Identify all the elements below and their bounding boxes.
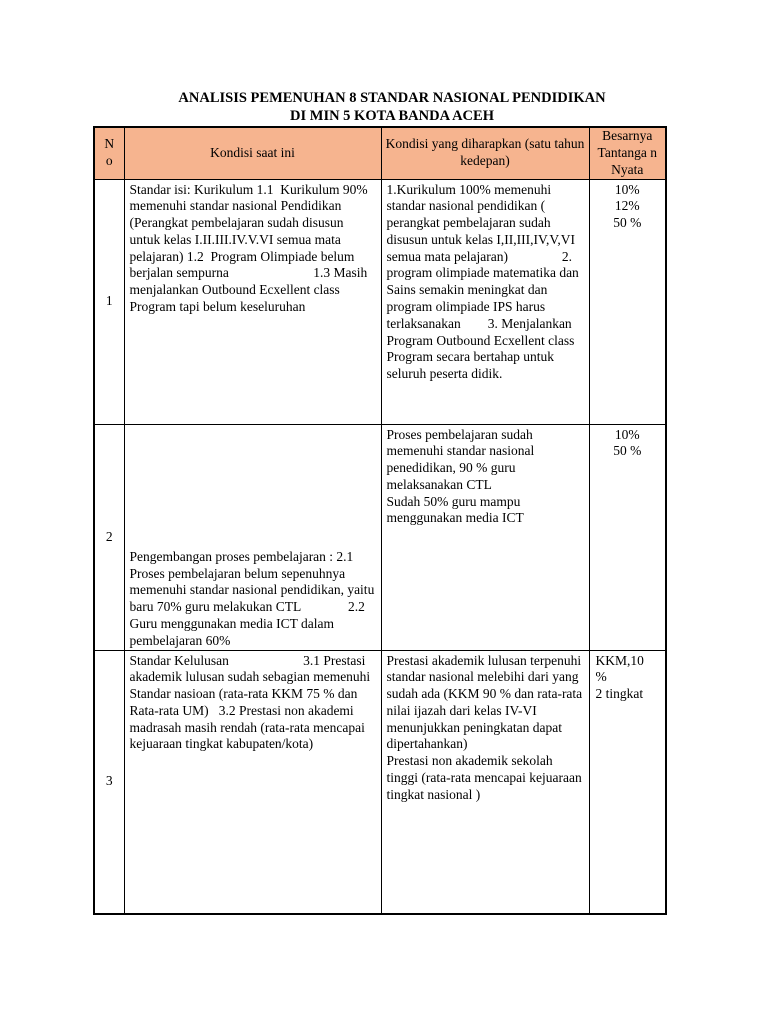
header-expected-condition: Kondisi yang diharapkan (satu tahun kedepan)	[381, 127, 589, 179]
row-challenge: KKM,10 % 2 tingkat	[589, 650, 666, 914]
row-challenge: 10% 12% 50 %	[589, 179, 666, 424]
row-current-condition: Pengembangan proses pembelajaran : 2.1 Proses pembelajaran belum sepenuhnya memenuhi standar nasional pendidikan, yaitu baru 70% guru melakukan CTL 2.2 Guru menggunakan media ICT dalam pembelajaran 60%	[124, 424, 381, 650]
header-current-condition: Kondisi saat ini	[124, 127, 381, 179]
table-row	[94, 179, 666, 424]
table-header-row	[94, 127, 666, 179]
header-challenge: Besarnya Tantanga n Nyata	[589, 127, 666, 179]
row-number: 2	[94, 424, 124, 650]
row-expected-condition: Prestasi akademik lulusan terpenuhi standar nasional melebihi dari yang sudah ada (KKM 90 % dan rata-rata nilai ijazah dari kelas IV-VI menunjukkan peningkatan dapat dipertahankan) Prestasi non akademik sekolah tinggi (rata-rata mencapai kejuaraan tingkat nasional )	[381, 650, 589, 914]
row-current-condition: Standar isi: Kurikulum 1.1 Kurikulum 90% memenuhi standar nasional Pendidikan (Perangkat pembelajaran sudah disusun untuk kelas I.II.III.IV.V.VI semua mata pelajaran) 1.2 Program Olimpiade belum berjalan sempurna 1.3 Masih menjalankan Outbound Ecxellent class Program tapi belum keseluruhan	[124, 179, 381, 424]
header-no: N o	[94, 127, 124, 179]
document-title-line-1: ANALISIS PEMENUHAN 8 STANDAR NASIONAL PENDIDIKAN	[178, 90, 606, 106]
table-row	[94, 650, 666, 914]
table-row	[94, 424, 666, 650]
standards-analysis-table	[93, 126, 667, 915]
row-challenge: 10% 50 %	[589, 424, 666, 650]
row-expected-condition: Proses pembelajaran sudah memenuhi standar nasional penedidikan, 90 % guru melaksanakan CTL Sudah 50% guru mampu menggunakan media ICT	[381, 424, 589, 650]
row-number: 1	[94, 179, 124, 424]
row-expected-condition: 1.Kurikulum 100% memenuhi standar nasional pendidikan ( perangkat pembelajaran sudah disusun untuk kelas I,II,III,IV,V,VI semua mata pelajaran) 2. program olimpiade matematika dan Sains semakin meningkat dan program olimpiade IPS harus terlaksanakan 3. Menjalankan Program Outbound Ecxellent class Program secara bertahap untuk seluruh peserta didik.	[381, 179, 589, 424]
row-current-condition: Standar Kelulusan 3.1 Prestasi akademik lulusan sudah sebagian memenuhi Standar nasioan (rata-rata KKM 75 % dan Rata-rata UM) 3.2 Prestasi non akademi madrasah masih rendah (rata-rata mencapai kejuaraan tingkat kabupaten/kota)	[124, 650, 381, 914]
row-number: 3	[94, 650, 124, 914]
document-title-line-2: DI MIN 5 KOTA BANDA ACEH	[290, 108, 494, 124]
